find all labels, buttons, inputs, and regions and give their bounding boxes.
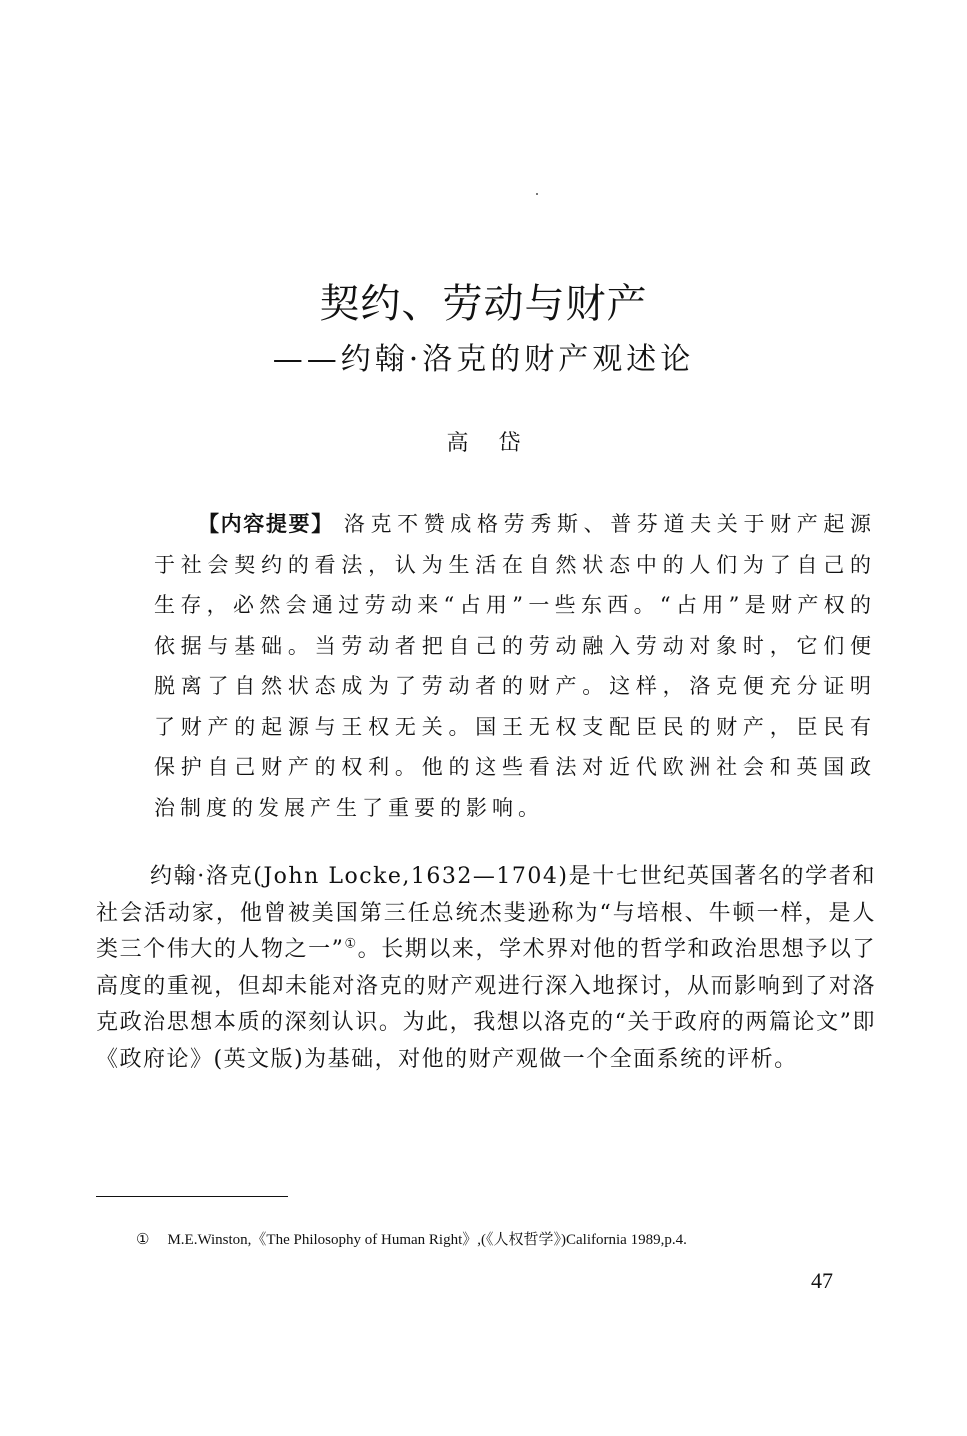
footnote [136, 1228, 896, 1252]
page-number: 47 [811, 1268, 833, 1293]
abstract-text: 洛克不赞成格劳秀斯、普芬道夫关于财产起源于社会契约的看法，认为生活在自然状态中的人们为了自己的生存，必然会通过劳动来“占用”一些东西。“占用”是财产权的依据与基础。当劳动者把自己的劳动融入劳动对象时，它们便脱离了自然状态成为了劳动者的财产。这样，洛克便充分证明了财产的起源与王权无关。国王无权支配臣民的财产，臣民有保护自己财产的权利。他的这些看法对近代欧洲社会和英国政治制度的发展产生了重要的影响。 [154, 512, 877, 820]
article-subtitle: ——约翰·洛克的财产观述论 [272, 342, 695, 377]
footnote-text: M.E.Winston,《The Philosophy of Human Right》,(《人权哲学》)California 1989,p.4. [167, 1232, 687, 1248]
body-paragraph [96, 859, 876, 1078]
footnote-reference[interactable]: ① [344, 936, 358, 952]
article-title: 契约、劳动与财产 [319, 281, 648, 327]
abstract-block [154, 504, 876, 828]
body-text-part-2: 。长期以来，学术界对他的哲学和政治思想予以了高度的重视，但却未能对洛克的财产观进行深入地探讨，从而影响到了对洛克政治思想本质的深刻认识。为此，我想以洛克的“关于政府的两篇论文”即《政府论》(英文版)为基础，对他的财产观做一个全面系统的评析。 [96, 937, 876, 1072]
body-text-part-1: 约翰·洛克(John Locke,1632—1704)是十七世纪英国著名的学者和社会活动家，他曾被美国第三任总统杰斐逊称为“与培根、牛顿一样，是人类三个伟大的人物之一” [96, 864, 876, 962]
author-name: 高岱 [446, 431, 551, 456]
abstract-label: 【内容提要】 [198, 512, 334, 536]
scan-speck [536, 193, 538, 195]
footnote-marker: ① [136, 1232, 150, 1248]
footnote-divider [96, 1196, 288, 1197]
